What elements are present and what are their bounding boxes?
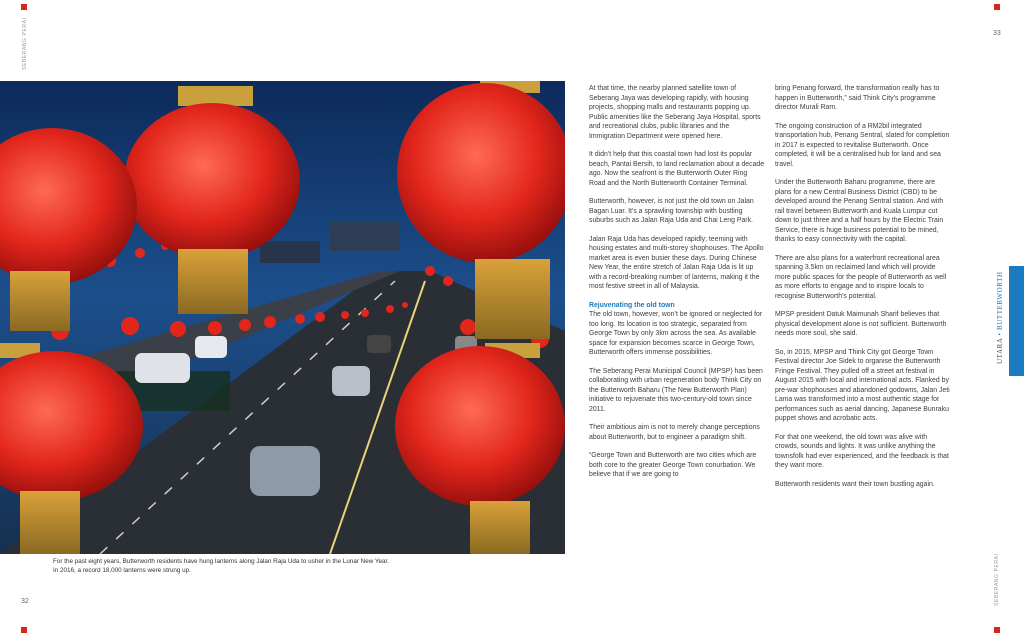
caption-line-2: In 2016, a record 18,000 lanterns were strung up. xyxy=(53,566,191,574)
crop-mark-bottom-right xyxy=(994,627,1000,633)
paragraph: The ongoing construction of a RM2bil integrated transportation hub, Penang Sentral, slated for completion in 2017 is expected to revitalise Butterworth. Once completed, it will be a centralised hub for land and sea travel. xyxy=(775,122,950,168)
paragraph: The old town, however, won’t be ignored or neglected for too long. Its location is too strategic, separated from George Town by only 3km across the sea. As available space for expansion becomes scarce in George Town, Butterworth offers immense possibilities. xyxy=(589,311,763,356)
paragraph: For that one weekend, the old town was alive with crowds, sounds and lights. It was unlike anything the townsfolk had ever experienced, and the feedback is that they want more. xyxy=(775,433,949,469)
paragraph: Jalan Raja Uda has developed rapidly; teeming with housing estates and multi-storey shophouses. The Apollo market area is even busier these days. During Chinese New Year, the entire stretch of Jalan Raja Uda is lit up with a record-breaking number of lanterns, making it the most festive street in all of Malaysia. xyxy=(589,235,764,290)
crop-mark-bottom-left xyxy=(21,627,27,633)
article-column-1 xyxy=(589,84,765,489)
photo-caption xyxy=(53,558,453,575)
section-tab-town: BUTTERWORTH xyxy=(996,271,1004,331)
paragraph: The Seberang Perai Municipal Council (MPSP) has been collaborating with urban regeneration body Think City on the Butterworth Baharu (The New Butterworth Plan) initiative to rejuvenate this two-century-old town since 2011. xyxy=(589,367,763,413)
page-number-right: 33 xyxy=(993,30,1001,37)
paragraph: So, in 2015, MPSP and Think City got George Town Festival director Joe Sidek to organise the Butterworth Fringe Festival. They pulled off a street art festival in August 2015 with local and international acts. Flanked by pre-war shophouses and abandoned godowns, Jalan Jeti Lama was transformed into a most authentic stage for performances such as aerial dancing, Japanese Bunraku puppet shows and acrobatic acts. xyxy=(775,348,950,422)
section-tab-dot: • xyxy=(996,332,1004,336)
running-foot-right: SEBERANG PERAI xyxy=(994,553,1000,606)
caption-line-1: For the past eight years, Butterworth residents have hung lanterns along Jalan Raja Uda to usher in the Lunar New Year. xyxy=(53,558,390,565)
paragraph: At that time, the nearby planned satellite town of Seberang Jaya was developing rapidly, with housing projects, shopping malls and restaurants popping up. Public amenities like the Seberang Jaya Hospital, sports and recreational clubs, public libraries and the Immigration Department were opened here. xyxy=(589,85,761,140)
lanterns-photo-icon xyxy=(0,81,565,554)
paragraph: Butterworth residents want their town bustling again. xyxy=(775,480,935,488)
paragraph: It didn’t help that this coastal town had lost its popular beach, Pantai Bersih, to land reclamation about a decade ago. Now the seafront is the Butterworth Outer Ring Road and the North Butterworth Container Terminal. xyxy=(589,151,765,187)
running-head-left: SEBERANG PERAI xyxy=(22,17,28,70)
paragraph: There are also plans for a waterfront recreational area spanning 3.5km on reclaimed land which will provide more public spaces for the people of Butterworth as well as more efforts to engage and to inspire locals to recognise Butterworth’s potential. xyxy=(775,254,947,300)
paragraph: “George Town and Butterworth are two cities which are both core to the greater George Town conurbation. We believe that if we are going to xyxy=(589,452,757,478)
page-number-left: 32 xyxy=(21,598,29,605)
crop-mark-top-right xyxy=(994,4,1000,10)
paragraph: bring Penang forward, the transformation really has to happen in Butterworth,” said Think City’s programme director Murali Ram. xyxy=(775,85,940,111)
section-tab xyxy=(1009,266,1024,376)
section-tab-region: UTARA xyxy=(996,337,1004,364)
paragraph: Their ambitious aim is not to merely change perceptions about Butterworth, but to engineer a paradigm shift. xyxy=(589,424,760,441)
section-heading: Rejuvenating the old town xyxy=(589,301,675,309)
paragraph: Under the Butterworth Baharu programme, there are plans for a new Central Business District (CBD) to be developed around the Penang Sentral station. And with rail travel between Butterworth and Kuala Lumpur cut down to just three and a half hours by the Electric Train Service, there is huge business potential to be mined, thanks to easy connectivity with the capital. xyxy=(775,179,944,243)
lanterns-street-photo xyxy=(0,81,565,554)
paragraph: Butterworth, however, is not just the old town on Jalan Bagan Luar. It’s a sprawling township with bustling suburbs such as Jalan Raja Uda and Chai Leng Park. xyxy=(589,198,754,224)
crop-mark-top-left xyxy=(21,4,27,10)
paragraph: MPSP president Datuk Maimunah Sharif believes that physical development alone is not sufficient. Butterworth needs more soul, she said. xyxy=(775,311,947,337)
section-tab-label xyxy=(996,271,1004,364)
article-column-2 xyxy=(775,84,951,498)
